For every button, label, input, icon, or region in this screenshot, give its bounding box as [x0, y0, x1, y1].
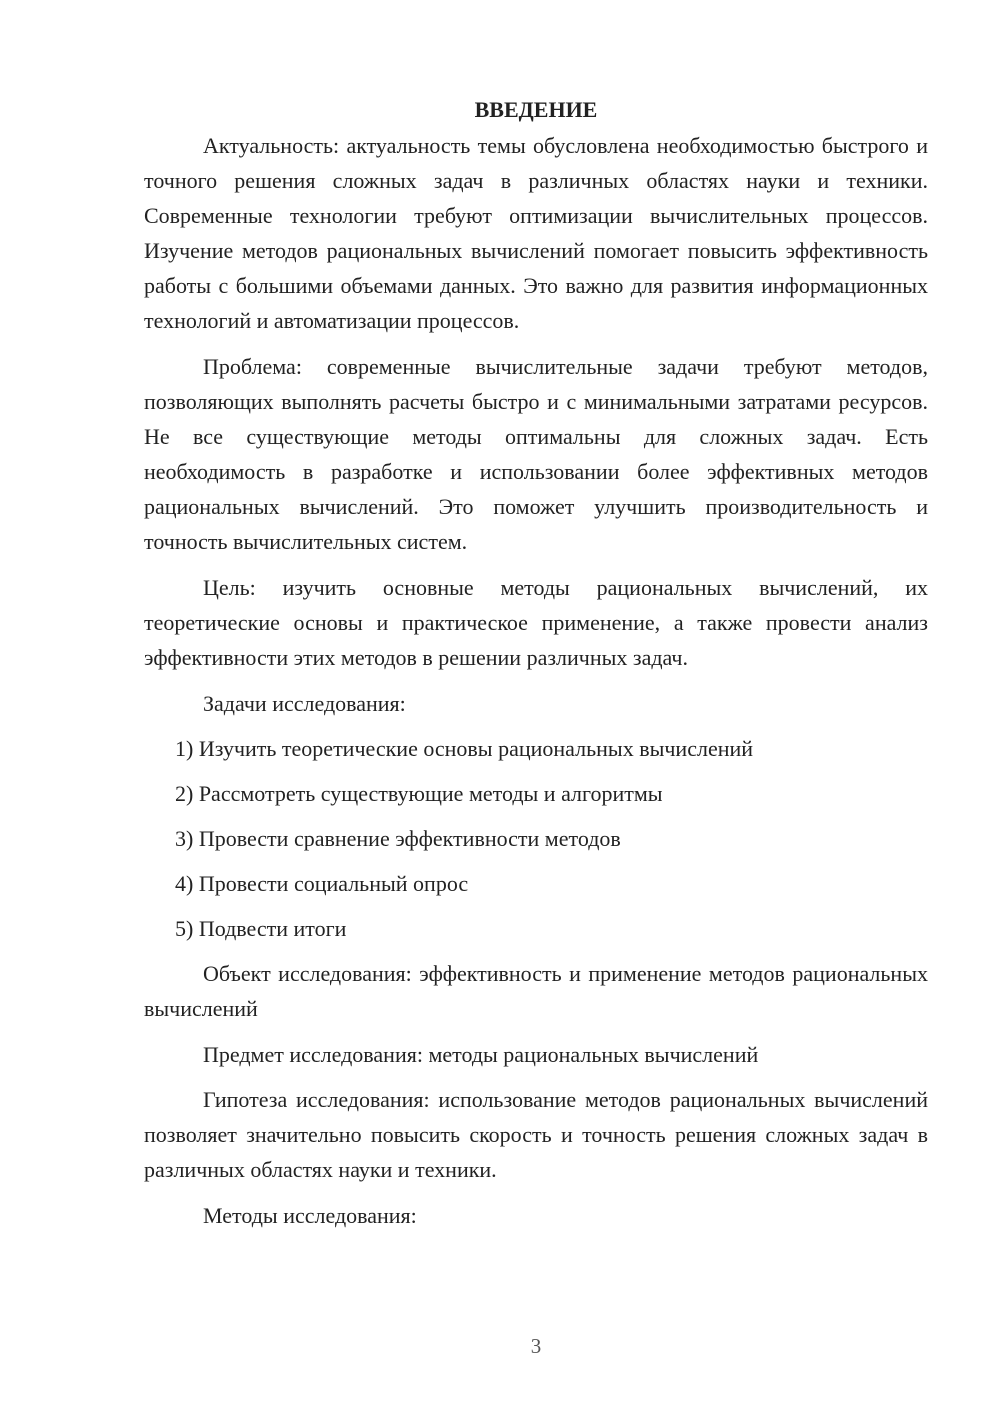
object-paragraph: Объект исследования: эффективность и применение методов рациональных вычислений: [144, 961, 928, 1021]
list-item: 5) Подвести итоги: [175, 916, 347, 941]
methods-heading: Методы исследования:: [203, 1203, 417, 1228]
relevance-paragraph: Актуальность: актуальность темы обусловлена необходимостью быстрого и точного решения сложных задач в различных областях науки и техники. Современные технологии требуют оптимизации вычислительных процессов. Изучение методов рациональных вычислений помогает повысить эффективность работы с большими объемами данных. Это важно для развития информационных технологий и автоматизации процессов.: [144, 133, 928, 333]
problem-paragraph: Проблема: современные вычислительные задачи требуют методов, позволяющих выполнять расчеты быстро и с минимальными затратами ресурсов. Не все существующие методы оптимальны для сложных задач. Есть необходимость в разработке и использовании более эффективных методов рациональных вычислений. Это поможет улучшить производительность и точность вычислительных систем.: [144, 354, 928, 554]
list-item: 1) Изучить теоретические основы рациональных вычислений: [175, 736, 754, 761]
list-item: 2) Рассмотреть существующие методы и алгоритмы: [175, 781, 663, 806]
list-item: 3) Провести сравнение эффективности методов: [175, 826, 621, 851]
goal-paragraph: Цель: изучить основные методы рациональных вычислений, их теоретические основы и практическое применение, а также провести анализ эффективности этих методов в решении различных задач.: [144, 575, 928, 670]
section-title: ВВЕДЕНИЕ: [474, 97, 598, 122]
subject-paragraph: Предмет исследования: методы рациональных вычислений: [203, 1042, 759, 1067]
page-number: 3: [530, 1334, 542, 1358]
list-item: 4) Провести социальный опрос: [175, 871, 469, 896]
tasks-list: [144, 731, 928, 946]
tasks-heading: Задачи исследования:: [203, 691, 406, 716]
document-page: [144, 92, 928, 1243]
hypothesis-paragraph: Гипотеза исследования: использование методов рациональных вычислений позволяет значительно повысить скорость и точность решения сложных задач в различных областях науки и техники.: [144, 1087, 928, 1182]
